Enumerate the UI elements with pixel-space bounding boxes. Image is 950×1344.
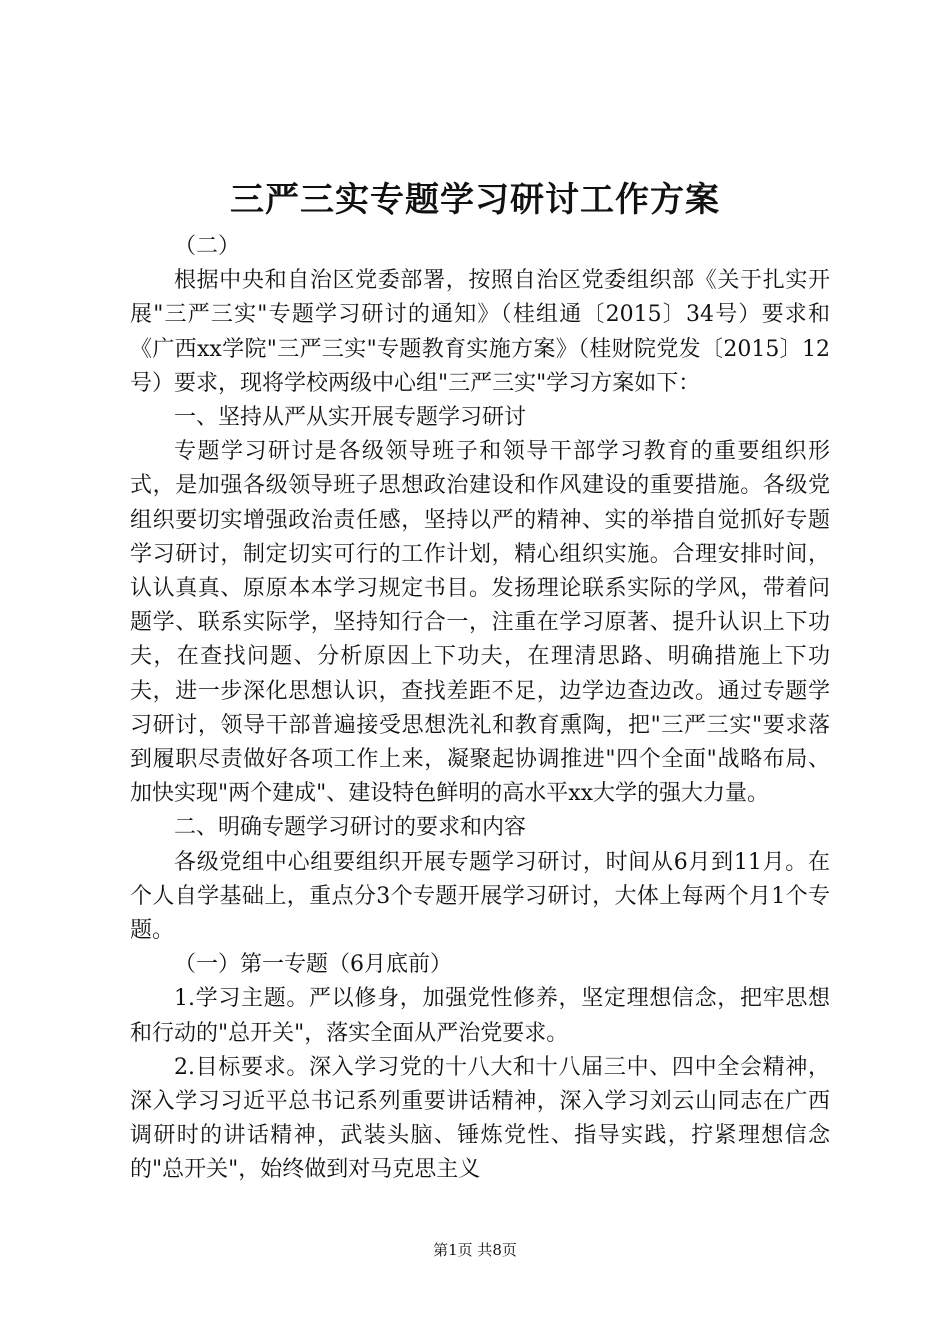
- paragraph-section-1: 专题学习研讨是各级领导班子和领导干部学习教育的重要组织形式，是加强各级领导班子思想政治建设和作风建设的重要措施。各级党组织要切实增强政治责任感，坚持以严的精神、实的举措自觉抓好专题学习研讨，制定切实可行的工作计划，精心组织实施。合理安排时间，认认真真、原原本本学习规定书目。发扬理论联系实际的学风，带着问题学、联系实际学，坚持知行合一，注重在学习原著、提升认识上下功夫，在查找问题、分析原因上下功夫，在理清思路、明确措施上下功夫，进一步深化思想认识，查找差距不足，边学边查边改。通过专题学习研讨，领导干部普遍接受思想洗礼和教育熏陶，把"三严三实"要求落到履职尽责做好各项工作上来，凝聚起协调推进"四个全面"战略布局、加快实现"两个建成"、建设特色鲜明的高水平xx大学的强大力量。: [130, 439, 830, 807]
- paragraph-section-2: 各级党组中心组要组织开展专题学习研讨，时间从6月到11月。在个人自学基础上，重点分3个专题开展学习研讨，大体上每两个月1个专题。: [130, 849, 830, 944]
- paragraph-target-requirements: 2.目标要求。深入学习党的十八大和十八届三中、四中全会精神，深入学习习近平总书记系列重要讲话精神，深入学习刘云山同志在广西调研时的讲话精神，武装头脑、锤炼党性、指导实践，拧紧理想信念的"总开关"，始终做到对马克思主义: [130, 1054, 830, 1183]
- paragraph-intro: 根据中央和自治区党委部署，按照自治区党委组织部《关于扎实开展"三严三实"专题学习研讨的通知》（桂组通〔2015〕34号）要求和《广西xx学院"三严三实"专题教育实施方案》（桂财院党发〔2015〕12号）要求，现将学校两级中心组"三严三实"学习方案如下：: [130, 268, 830, 396]
- document-title: 三严三实专题学习研讨工作方案: [230, 180, 720, 220]
- paragraph-study-theme: 1.学习主题。严以修身，加强党性修养，坚定理想信念，把牢思想和行动的"总开关"，落实全面从严治党要求。: [130, 986, 830, 1046]
- section-heading-1: 一、坚持从严从实开展专题学习研讨: [174, 405, 527, 431]
- document-body: [130, 230, 830, 1188]
- paragraph-subtitle: （二）: [174, 234, 241, 259]
- subsection-heading-1: （一）第一专题（6月底前）: [174, 952, 452, 978]
- section-heading-2: 二、明确专题学习研讨的要求和内容: [174, 815, 527, 841]
- page-footer: 第1页 共8页: [433, 1241, 517, 1259]
